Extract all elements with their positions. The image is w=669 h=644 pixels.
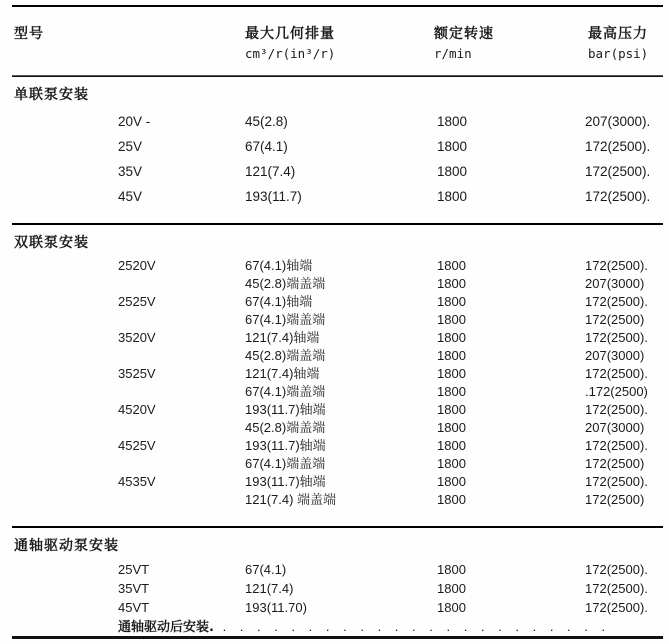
row-indent (0, 455, 118, 473)
speed-cell: 1800 (437, 438, 466, 453)
row-indent (0, 473, 118, 491)
table-row (0, 311, 669, 329)
pressure-cell: 172(2500). (585, 366, 648, 381)
model-cell (118, 275, 245, 293)
model-cell: 3525V (118, 366, 156, 381)
table-row (0, 579, 669, 598)
displacement-cell: 67(4.1)端盖端 (245, 456, 326, 471)
table-row (0, 437, 669, 455)
table-row (0, 275, 669, 293)
pressure-cell: 172(2500). (585, 438, 648, 453)
model-cell (118, 383, 245, 401)
model-cell (118, 419, 245, 437)
pressure-cell: 172(2500). (585, 330, 648, 345)
displacement-cell: 121(7.4)轴端 (245, 366, 320, 381)
speed-cell: 1800 (437, 474, 466, 489)
model-cell: 4525V (118, 438, 156, 453)
speed-column-unit: r/min (434, 46, 472, 61)
section-title: 通轴驱动泵安装 (14, 538, 119, 554)
header-col-displacement (245, 23, 434, 61)
table-row (0, 257, 669, 275)
displacement-cell: 121(7.4)轴端 (245, 330, 320, 345)
model-cell: 2525V (118, 294, 156, 309)
model-cell: 20V - (118, 114, 151, 129)
table-section-3 (0, 528, 669, 636)
model-cell (118, 311, 245, 329)
pressure-cell: 207(3000) (585, 420, 645, 435)
speed-cell: 1800 (437, 384, 466, 399)
row-indent (0, 293, 118, 311)
table-row (0, 598, 669, 617)
displacement-cell: 45(2.8)端盖端 (245, 348, 326, 363)
footer-cell (118, 617, 669, 636)
row-indent (0, 491, 118, 509)
table-section-2 (0, 225, 669, 526)
pressure-cell: 172(2500). (585, 139, 651, 154)
speed-cell: 1800 (437, 492, 466, 507)
speed-cell: 1800 (437, 330, 466, 345)
displacement-cell: 193(11.7)轴端 (245, 474, 326, 489)
model-column-label: 型号 (14, 26, 44, 42)
row-indent (0, 560, 118, 579)
model-cell: 25VT (118, 562, 150, 577)
table-row (0, 109, 669, 134)
pressure-cell: 172(2500). (585, 189, 651, 204)
footer-label: 通轴驱动后安装. (118, 620, 214, 635)
displacement-cell: 67(4.1) (245, 139, 288, 154)
table-row (0, 159, 669, 184)
displacement-cell: 67(4.1)轴端 (245, 294, 313, 309)
pressure-cell: 172(2500). (585, 164, 651, 179)
row-indent (0, 419, 118, 437)
model-cell: 25V (118, 139, 143, 154)
footer-row (0, 617, 669, 636)
row-indent (0, 257, 118, 275)
speed-cell: 1800 (437, 366, 466, 381)
pressure-cell: 172(2500) (585, 492, 645, 507)
row-indent (0, 275, 118, 293)
model-cell: 4535V (118, 474, 156, 489)
table-row (0, 491, 669, 509)
row-indent (0, 134, 118, 159)
row-indent (0, 311, 118, 329)
speed-cell: 1800 (437, 581, 466, 596)
table-row (0, 293, 669, 311)
displacement-cell: 67(4.1) (245, 562, 287, 577)
speed-cell: 1800 (437, 562, 466, 577)
row-indent (0, 347, 118, 365)
displacement-cell: 193(11.7) (245, 189, 302, 204)
model-cell: 45V (118, 189, 143, 204)
row-indent (0, 598, 118, 617)
pressure-cell: 172(2500). (585, 294, 648, 309)
table-sections (0, 77, 669, 636)
model-cell (118, 455, 245, 473)
pressure-cell: 207(3000). (585, 114, 651, 129)
row-indent (0, 579, 118, 598)
pressure-cell: 172(2500) (585, 456, 645, 471)
model-cell: 45VT (118, 600, 150, 615)
model-cell: 4520V (118, 402, 156, 417)
row-indent (0, 401, 118, 419)
row-indent (0, 383, 118, 401)
section-title: 单联泵安装 (14, 87, 89, 103)
table-row (0, 401, 669, 419)
speed-cell: 1800 (437, 258, 466, 273)
model-cell (118, 491, 245, 509)
table-header (0, 7, 669, 75)
speed-cell: 1800 (437, 456, 466, 471)
row-indent (0, 329, 118, 347)
pressure-cell: 172(2500). (585, 402, 648, 417)
pressure-cell: 172(2500) (585, 312, 645, 327)
model-cell: 35VT (118, 581, 150, 596)
section-title: 双联泵安装 (14, 235, 89, 251)
table-row (0, 365, 669, 383)
table-row (0, 419, 669, 437)
pressure-cell: 207(3000) (585, 348, 645, 363)
speed-cell: 1800 (437, 276, 466, 291)
speed-cell: 1800 (437, 294, 466, 309)
row-indent (0, 365, 118, 383)
displacement-cell: 67(4.1)端盖端 (245, 312, 326, 327)
speed-column-label: 额定转速 (434, 26, 494, 42)
speed-cell: 1800 (437, 312, 466, 327)
row-indent (0, 109, 118, 134)
displacement-cell: 121(7.4) (245, 164, 296, 179)
header-col-pressure (588, 23, 669, 61)
model-cell: 35V (118, 164, 143, 179)
footer-dot-leaders: . . . . . . . . . . . . . . . . . . . . . . . (213, 619, 611, 634)
pressure-cell: .172(2500) (585, 384, 648, 399)
table-row (0, 329, 669, 347)
pressure-column-label: 最高压力 (588, 26, 648, 42)
speed-cell: 1800 (437, 420, 466, 435)
speed-cell: 1800 (437, 114, 468, 129)
pressure-cell: 207(3000) (585, 276, 645, 291)
row-indent (0, 437, 118, 455)
pressure-cell: 172(2500). (585, 562, 648, 577)
speed-cell: 1800 (437, 348, 466, 363)
displacement-cell: 45(2.8) (245, 114, 288, 129)
table-row (0, 134, 669, 159)
displacement-cell: 121(7.4) 端盖端 (245, 492, 337, 507)
pressure-cell: 172(2500). (585, 581, 648, 596)
displacement-cell: 67(4.1)轴端 (245, 258, 313, 273)
speed-cell: 1800 (437, 600, 466, 615)
displacement-cell: 45(2.8)端盖端 (245, 276, 326, 291)
speed-cell: 1800 (437, 189, 468, 204)
header-col-speed (434, 23, 588, 61)
row-indent (0, 184, 118, 209)
bottom-rule (12, 636, 663, 639)
pressure-column-unit: bar(psi) (588, 46, 649, 61)
displacement-cell: 193(11.70) (245, 600, 307, 615)
speed-cell: 1800 (437, 164, 468, 179)
row-indent (0, 159, 118, 184)
speed-cell: 1800 (437, 139, 468, 154)
displacement-cell: 121(7.4) (245, 581, 294, 596)
table-row (0, 383, 669, 401)
header-col-model (0, 23, 245, 61)
model-cell (118, 347, 245, 365)
table-row (0, 560, 669, 579)
pressure-cell: 172(2500). (585, 474, 648, 489)
pressure-cell: 172(2500). (585, 258, 648, 273)
row-indent (0, 617, 118, 636)
displacement-cell: 67(4.1)端盖端 (245, 384, 326, 399)
table-row (0, 347, 669, 365)
table-row (0, 455, 669, 473)
displacement-column-unit: cm³/r(in³/r) (245, 46, 336, 61)
speed-cell: 1800 (437, 402, 466, 417)
table-section-1 (0, 77, 669, 223)
model-cell: 2520V (118, 258, 156, 273)
model-cell: 3520V (118, 330, 156, 345)
pressure-cell: 172(2500). (585, 600, 648, 615)
displacement-cell: 45(2.8)端盖端 (245, 420, 326, 435)
displacement-column-label: 最大几何排量 (245, 26, 335, 42)
displacement-cell: 193(11.7)轴端 (245, 438, 326, 453)
displacement-cell: 193(11.7)轴端 (245, 402, 326, 417)
table-row (0, 473, 669, 491)
table-row (0, 184, 669, 209)
